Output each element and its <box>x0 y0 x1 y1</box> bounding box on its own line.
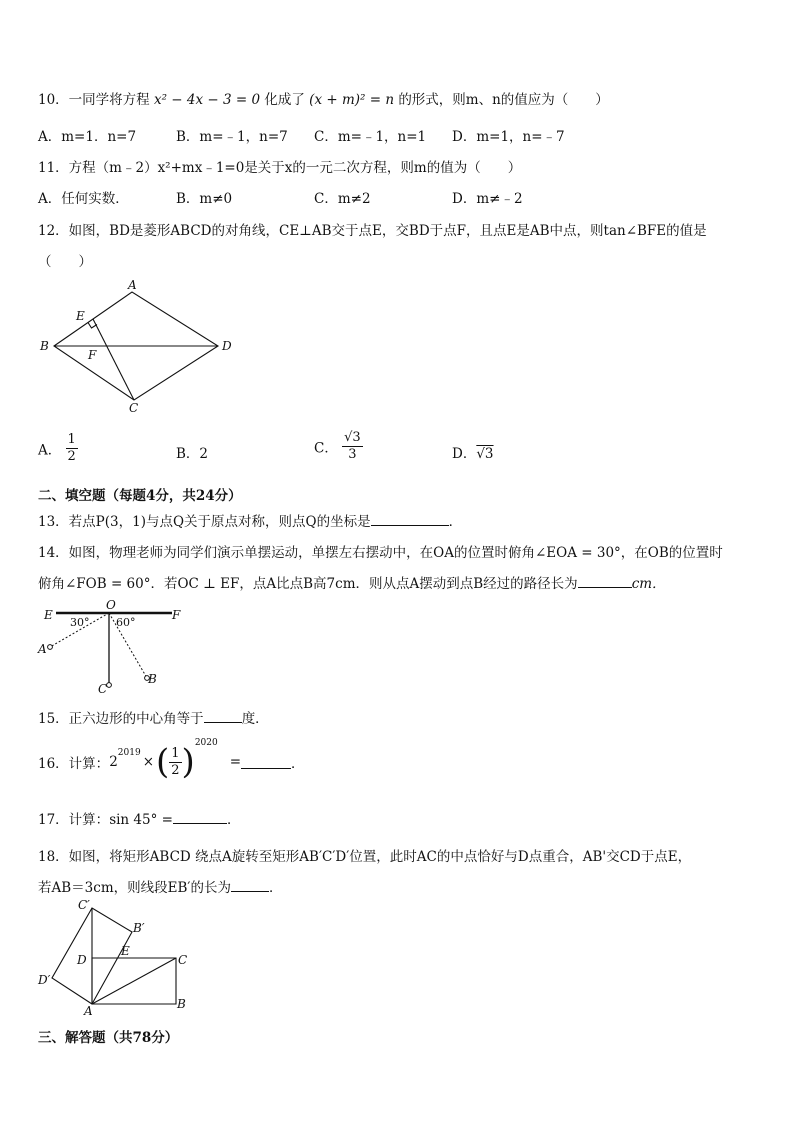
label-a: A <box>38 642 47 656</box>
q11-option-a: A．任何实数． <box>38 191 129 207</box>
angle-30-label: 30° <box>70 616 90 629</box>
fraction-one-half: $\frac{1}{2}$ <box>67 432 76 464</box>
label-b-prime: B′ <box>133 921 145 935</box>
q14-answer-blank[interactable] <box>578 575 632 588</box>
label-e: E <box>76 309 85 323</box>
angle-60-label: 60° <box>116 616 136 629</box>
q12-option-b: B．2 <box>176 446 209 462</box>
section-3-heading: 三、解答题（共78分） <box>38 1030 179 1046</box>
right-paren: ) <box>181 742 195 782</box>
q10-option-b: B．m=﹣1，n=7 <box>176 129 288 145</box>
label-d-prime: D′ <box>38 973 51 987</box>
label-d: D <box>77 953 87 967</box>
q18-stem-line2: 若AB＝3cm，则线段EB′的长为 ． <box>38 880 283 896</box>
q15-answer-blank[interactable] <box>204 710 242 723</box>
label-f: F <box>88 348 97 362</box>
q17-stem: 17．计算：sin 45° = ． <box>38 812 241 828</box>
q12-option-a: A． $\frac{1}{2}$ <box>38 432 76 464</box>
q16-answer-blank[interactable] <box>241 756 291 769</box>
bob-c <box>107 683 112 688</box>
label-o: O <box>106 598 116 612</box>
q10-text-post: 的形式，则m、n的值应为（ ） <box>398 92 609 108</box>
label-b: B <box>148 672 157 686</box>
q11-option-b: B．m≠0 <box>176 191 233 207</box>
label-b: B <box>40 339 49 353</box>
bob-a <box>48 645 53 650</box>
label-a: A <box>84 1004 93 1016</box>
q12-rhombus-figure <box>36 278 246 418</box>
q17-answer-blank[interactable] <box>173 811 227 824</box>
q10-text-mid: 化成了 <box>264 92 305 108</box>
q12-stem: 12．如图，BD是菱形ABCD的对角线，CE⊥AB交于点E，交BD于点F，且点E是AB中点，则tan∠BFE的值是 <box>38 223 707 239</box>
fraction-root3-over-3: $\frac{√3}{3}$ <box>344 430 361 462</box>
label-c-prime: C′ <box>78 898 90 912</box>
label-a: A <box>128 278 137 292</box>
q13-answer-blank[interactable] <box>371 513 449 526</box>
q11-option-c: C．m≠2 <box>314 191 371 207</box>
q15-stem: 15．正六边形的中心角等于 度． <box>38 711 269 727</box>
q10-equation-2: (x + m)² = n <box>309 92 395 108</box>
q14-stem-line1: 14．如图，物理老师为同学们演示单摆运动，单摆左右摆动中，在OA的位置时俯角∠EOA = 30°，在OB的位置时 <box>38 545 723 561</box>
q12-option-d: D．√3 <box>452 446 494 462</box>
q18-stem-line1: 18．如图，将矩形ABCD 绕点A旋转至矩形AB′C′D′位置，此时AC的中点恰好与D点重合，AB'交CD于点E， <box>38 849 692 865</box>
q14-pendulum-figure <box>36 597 186 697</box>
q11-option-d: D．m≠﹣2 <box>452 191 523 207</box>
q10-equation-1: x² − 4x − 3 = 0 <box>153 92 261 108</box>
left-paren: ( <box>156 742 170 782</box>
q10-option-c: C．m=﹣1，n=1 <box>314 129 427 145</box>
q10-text: 10．一同学将方程 <box>38 92 150 108</box>
q10-option-d: D．m=1，n=﹣7 <box>452 129 565 145</box>
label-b: B <box>177 997 186 1011</box>
q10-stem <box>38 88 609 108</box>
segment-ce <box>93 319 134 400</box>
label-f: F <box>172 608 181 622</box>
q13-stem: 13．若点P(3，1)与点Q关于原点对称，则点Q的坐标是 ． <box>38 514 463 530</box>
q11-stem: 11．方程（m﹣2）x²+mx﹣1=0是关于x的一元二次方程，则m的值为（ ） <box>38 160 522 176</box>
section-2-heading: 二、填空题（每题4分，共24分） <box>38 488 242 504</box>
label-e: E <box>121 944 130 958</box>
q10-option-a: A．m=1．n=7 <box>38 129 137 145</box>
label-c: C <box>98 682 108 696</box>
label-e: E <box>44 608 53 622</box>
q14-stem-line2: 俯角∠FOB = 60°．若OC ⊥ EF，点A比点B高7cm．则从点A摆动到点B经过的路径长为 cm． <box>38 576 666 592</box>
label-c: C <box>178 953 188 967</box>
q12-option-c: C． $\frac{√3}{3}$ <box>314 430 361 462</box>
q12-stem-bracket: （ ） <box>38 254 92 270</box>
q16-stem: 16．计算： 2 $^{2019}$ × ( $\frac{1}{2}$ ) $^{2020}$ = ． <box>38 738 305 782</box>
label-d: D <box>222 339 232 353</box>
q18-rectangle-figure <box>36 898 196 1016</box>
label-c: C <box>129 401 139 415</box>
fraction-one-half: $\frac{1}{2}$ <box>171 745 180 778</box>
q18-answer-blank[interactable] <box>231 879 269 892</box>
